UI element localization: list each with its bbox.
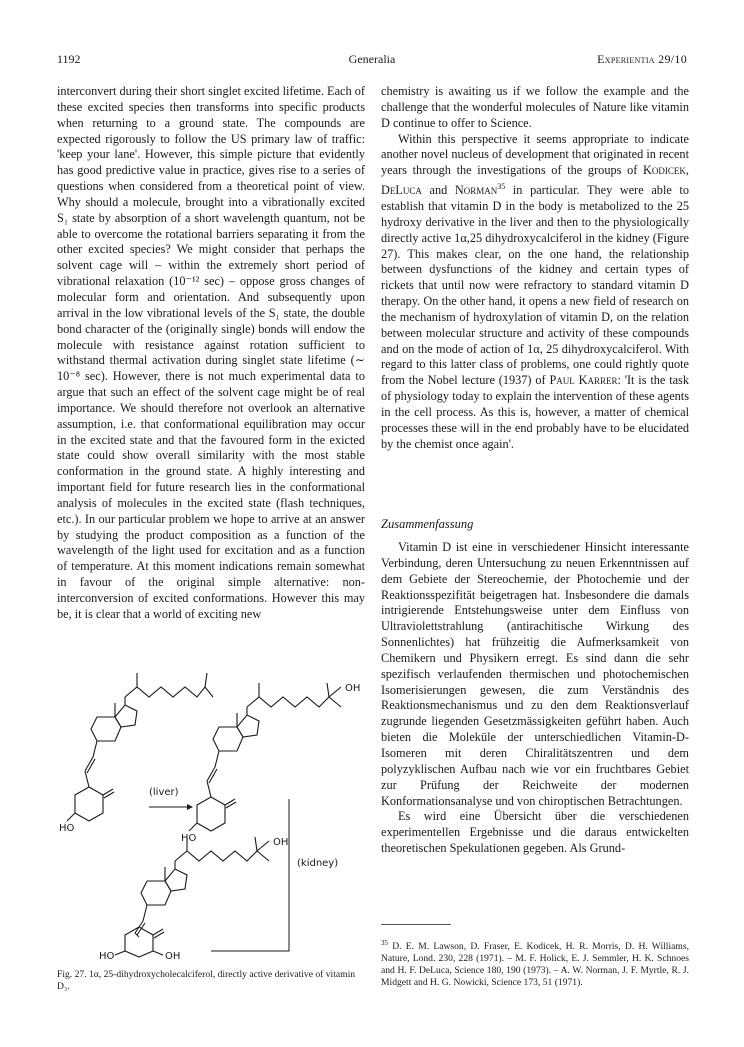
- arrow-head: [187, 804, 193, 810]
- ho-label: HO: [59, 823, 75, 834]
- summary-section: [381, 540, 689, 857]
- label-kidney: (kidney): [297, 858, 339, 869]
- footnote: [381, 937, 689, 990]
- text-run: : 'It is the task of physiology today to explain the intervention of these agents in the cell process. As this is, however, a matter of chemical processes these will in the end probably have to be elucidated by the chemist once again'.: [381, 373, 689, 451]
- body-paragraph: chemistry is awaiting us if we follow the example and the challenge that the wonderful molecules of Nature like vitamin D continue to offer to Science.: [381, 84, 689, 130]
- running-section: Generalia: [348, 52, 396, 66]
- oh-label: OH: [165, 951, 181, 960]
- text-run: and: [421, 183, 455, 198]
- page-number: 1192: [57, 52, 81, 66]
- ho-label: HO: [99, 951, 115, 960]
- left-column: [57, 84, 365, 623]
- right-column: [381, 84, 689, 453]
- author-name: Norman: [454, 183, 498, 198]
- oh-label: OH: [273, 837, 289, 848]
- journal-reference: Experientia 29/10: [597, 52, 687, 66]
- chemical-structure-figure: [57, 665, 367, 960]
- body-paragraph: [381, 132, 689, 453]
- oh-label: OH: [345, 683, 361, 694]
- author-name: Paul Karrer: [549, 373, 618, 388]
- molecule-vitamin-d3: [67, 673, 213, 821]
- reference-marker: 35: [497, 182, 506, 192]
- molecule-1-25-dihydroxy: [115, 837, 269, 957]
- body-paragraph: interconvert during their short singlet excited lifetime. Each of these excited species then transforms into specific products when returning to a ground state. The compounds are expected rigorously to follow the US primary law of traffic: 'keep your lane'. However, this simple picture that evidently has good predictive value in practice, gives rise to a series of questions when considered from a theoretical point of view. Why should a molecule, brought into a vibrationally excited S₁ state by absorption of a short wavelength quantum, not be able to overcome the rotational barriers separating it from the other excited species? We might consider that perhaps the solvent cage will – within the extremely short period of vibrational relaxation (10⁻¹² sec) – oppose gross changes of molecular form and orientation. And subsequently upon arrival in the low vibrational levels of the S₁ state, the double bond character of the (originally single) bonds will endow the molecule with resistance against rotation sufficient to withstand thermal activation during singlet state lifetime (∼ 10⁻⁸ sec). However, there is not much experimental data to argue that such an effect of the solvent cage might be of real importance. We should therefore not overlook an alternative assumption, i.e. that conformational equilibration may occur in the excited state and that the favoured form in the exicted state could show overall similarity with the most stable conformation in the ground state. A highly interesting and important field for future research lies in the conformational analysis of molecules in the excited state (flash techniques, etc.). In our particular problem we hope to arrive at an answer by studying the product composition as a function of the wavelength of the light used for excitation and as a function of temperature. At this moment indications remain somewhat in favour of the original simple alternative: non-interconversion of excited conformations. However this may be, it is clear that a world of exciting new: [57, 84, 365, 621]
- text-run: in particular. They were able to establish that vitamin D in the body is metabolized to the 25 hydroxy derivative in the liver and then to the physiologically directly active 1α,25 dihydroxycalciferol in the kidney (Figure 27). This makes clear, on the one hand, the relationship between dysfunctions of the kidney and certain types of rickets that until now were refractory to standard vitamin D therapy. On the other hand, it opens a new field of research on the mechanism of hydroxylation of vitamin D, on the relation between molecular structure and activity of these compounds and on the mode of action of 1α, 25 dihydroxycalciferol. With regard to this latter class of problems, one could rightly quote from the Nobel lecture (1937) of: [381, 183, 690, 388]
- figure-caption: Fig. 27. 1α, 25-dihydroxycholecalciferol, directly active derivative of vitamin D₃.: [57, 969, 356, 992]
- summary-paragraph: Es wird eine Übersicht über die verschiedenen experimentellen Ergebnisse und die daraus entwickelten theoretischen Spekulationen gegeben. Als Grund-: [381, 809, 689, 856]
- footnote-rule: [381, 924, 451, 925]
- author-names: Kodicek, DeLuca: [381, 163, 689, 198]
- molecule-25-hydroxy: [189, 683, 341, 831]
- arrow-kidney: [211, 799, 289, 951]
- page-header: [57, 52, 687, 68]
- footnote-text: D. E. M. Lawson, D. Fraser, E. Kodicek, H. R. Morris, D. H. Williams, Nature, Lond. 230, 228 (1971). – M. F. Holick, E. J. Semmler, H. K. Schnoes and H. F. DeLuca, Science 180, 190 (1973). – A. W. Norman, J. F. Myrtle, R. J. Midgett and H. G. Nowicki, Science 173, 51 (1971).: [381, 941, 689, 989]
- reaction-scheme: [57, 665, 367, 960]
- ho-label: HO: [181, 833, 197, 844]
- section-heading: Zusammenfassung: [381, 517, 474, 531]
- text-run: Within this perspective it seems appropriate to indicate another novel nucleus of development that originated in recent years through the investigations of the groups of: [381, 131, 689, 178]
- label-liver: (liver): [149, 787, 179, 798]
- footnote-number: 35: [381, 939, 388, 947]
- summary-paragraph: Vitamin D ist eine in verschiedener Hinsicht interessante Verbindung, deren Untersuchung zu neuen Erkenntnissen auf dem Gebiete der Stereochemie, der Photochemie und der Reaktionsspezifität beigetragen hat. Insbesondere die damals intrigierende Entstehungsweise unter dem Einfluss von Ultraviolettstrahlung (antirachitische Wirkung des Sonnenlichtes) hat frühzeitig die Aufmerksamkeit von Chemikern und Physikern erregt. Es sind dann die sehr spezifisch verlaufenden thermischen und photochemischen Isomerisierungen gewesen, die zum Verständnis des Reaktionsmechanismus und zu den dem Reaktionsverlauf zugrunde liegenden Gesetzmässigkeiten geführt haben. Auch bieten die Moleküle der unterschiedlichen Vitamin-D-Isomeren mit deren Chiralitätszentren und dem polyzyklischen Aufbau nach wie vor ein fruchtbares Gebiet zur Prüfung der Reichweite der modernen Konformationsanalyse und von chiroptischen Betrachtungen.: [381, 540, 689, 808]
